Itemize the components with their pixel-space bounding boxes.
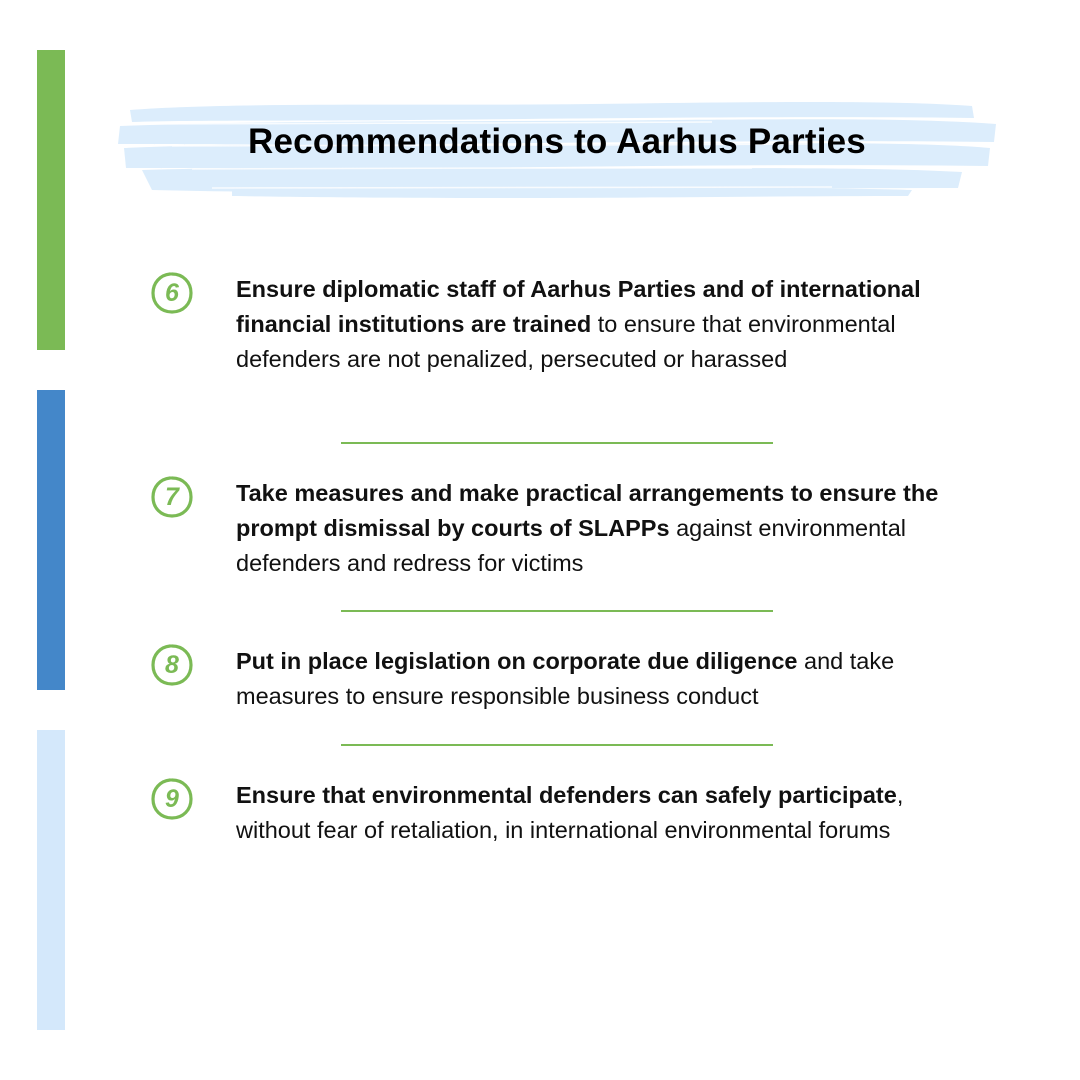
item-regular-text: to ensure that environmental defenders are not penalized, persecuted or harassed bbox=[236, 311, 896, 372]
item-text bbox=[236, 272, 984, 377]
side-bar-light-blue bbox=[37, 730, 65, 1030]
item-bold-text: Ensure diplomatic staff of Aarhus Parties and of international financial institutions are trained bbox=[236, 276, 921, 337]
item-bold-text: Put in place legislation on corporate due diligence bbox=[236, 648, 798, 674]
side-bar-green bbox=[37, 50, 65, 350]
number-7-icon: 7 bbox=[150, 475, 194, 519]
item-text bbox=[236, 778, 984, 848]
item-text bbox=[236, 476, 984, 581]
item-regular-text: and take measures to ensure responsible business conduct bbox=[236, 648, 895, 709]
side-bar-blue bbox=[37, 390, 65, 690]
divider bbox=[341, 610, 773, 612]
item-bold-text: Ensure that environmental defenders can safely participate bbox=[236, 782, 897, 808]
number-6-icon: 6 bbox=[150, 271, 194, 315]
divider bbox=[341, 442, 773, 444]
number-8-icon: 8 bbox=[150, 643, 194, 687]
item-text bbox=[236, 644, 984, 714]
item-bold-text: Take measures and make practical arrangements to ensure the prompt dismissal by courts of SLAPPs bbox=[236, 480, 939, 541]
page-title: Recommendations to Aarhus Parties bbox=[248, 122, 866, 161]
title-banner bbox=[112, 96, 1002, 200]
item-regular-text: , without fear of retaliation, in international environmental forums bbox=[236, 782, 904, 843]
item-regular-text: against environmental defenders and redress for victims bbox=[236, 515, 906, 576]
number-9-icon: 9 bbox=[150, 777, 194, 821]
divider bbox=[341, 744, 773, 746]
